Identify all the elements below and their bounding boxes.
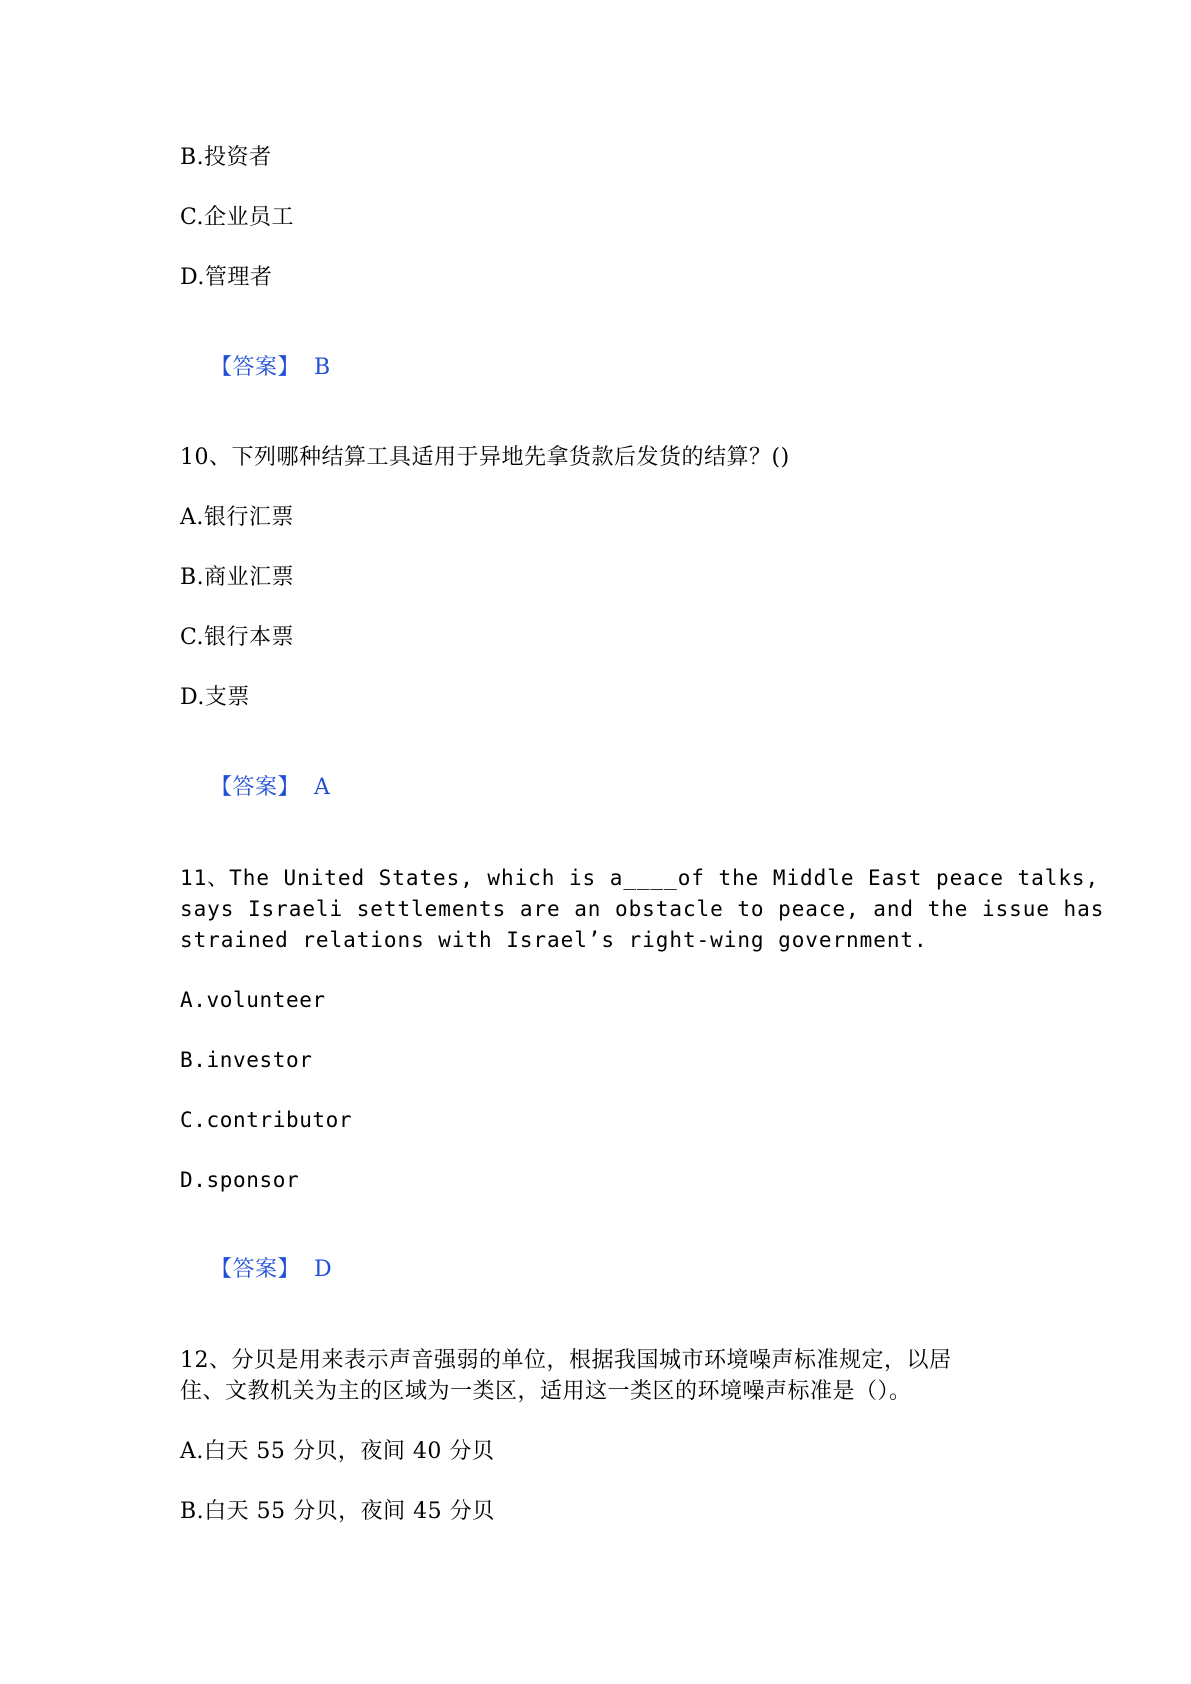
q12-question bbox=[180, 1345, 1010, 1407]
q12-option-b: B.白天 55 分贝，夜间 45 分贝 bbox=[180, 1499, 495, 1524]
q10-option-d: D.支票 bbox=[180, 685, 250, 710]
q10-answer-value: A bbox=[314, 775, 331, 800]
q9-answer bbox=[180, 323, 331, 413]
q10-answer-label: 【答案】 bbox=[209, 775, 300, 800]
q11-answer-label: 【答案】 bbox=[209, 1257, 300, 1282]
q11-question-line-1: 11、The United States, which is a____of the Middle East peace talks, bbox=[180, 866, 1100, 890]
q11-answer-value: D bbox=[314, 1257, 333, 1282]
q10-option-a: A.银行汇票 bbox=[180, 505, 294, 530]
q9-option-b: B.投资者 bbox=[180, 145, 272, 170]
q11-question-line-3: strained relations with Israel’s right-wing government. bbox=[180, 928, 928, 952]
q9-option-d: D.管理者 bbox=[180, 265, 273, 290]
q9-answer-value: B bbox=[314, 355, 331, 380]
q9-answer-label: 【答案】 bbox=[209, 355, 300, 380]
q11-question bbox=[180, 863, 1105, 956]
q11-option-a: A.volunteer bbox=[180, 988, 326, 1012]
q12-question-line-2: 住、文教机关为主的区域为一类区，适用这一类区的环境噪声标准是（）。 bbox=[180, 1379, 912, 1404]
q11-option-b: B.investor bbox=[180, 1048, 313, 1072]
q10-question: 10、下列哪种结算工具适用于异地先拿货款后发货的结算？() bbox=[180, 445, 790, 470]
q9-option-c: C.企业员工 bbox=[180, 205, 295, 230]
q12-option-a: A.白天 55 分贝，夜间 40 分贝 bbox=[180, 1439, 495, 1464]
q11-option-d: D.sponsor bbox=[180, 1168, 300, 1192]
q11-answer bbox=[180, 1225, 332, 1315]
q10-option-b: B.商业汇票 bbox=[180, 565, 295, 590]
q11-question-line-2: says Israeli settlements are an obstacle to peace, and the issue has bbox=[180, 897, 1105, 921]
q10-option-c: C.银行本票 bbox=[180, 625, 295, 650]
q10-answer bbox=[180, 743, 330, 833]
q12-question-line-1: 12、分贝是用来表示声音强弱的单位，根据我国城市环境噪声标准规定，以居 bbox=[180, 1348, 952, 1373]
q11-option-c: C.contributor bbox=[180, 1108, 353, 1132]
